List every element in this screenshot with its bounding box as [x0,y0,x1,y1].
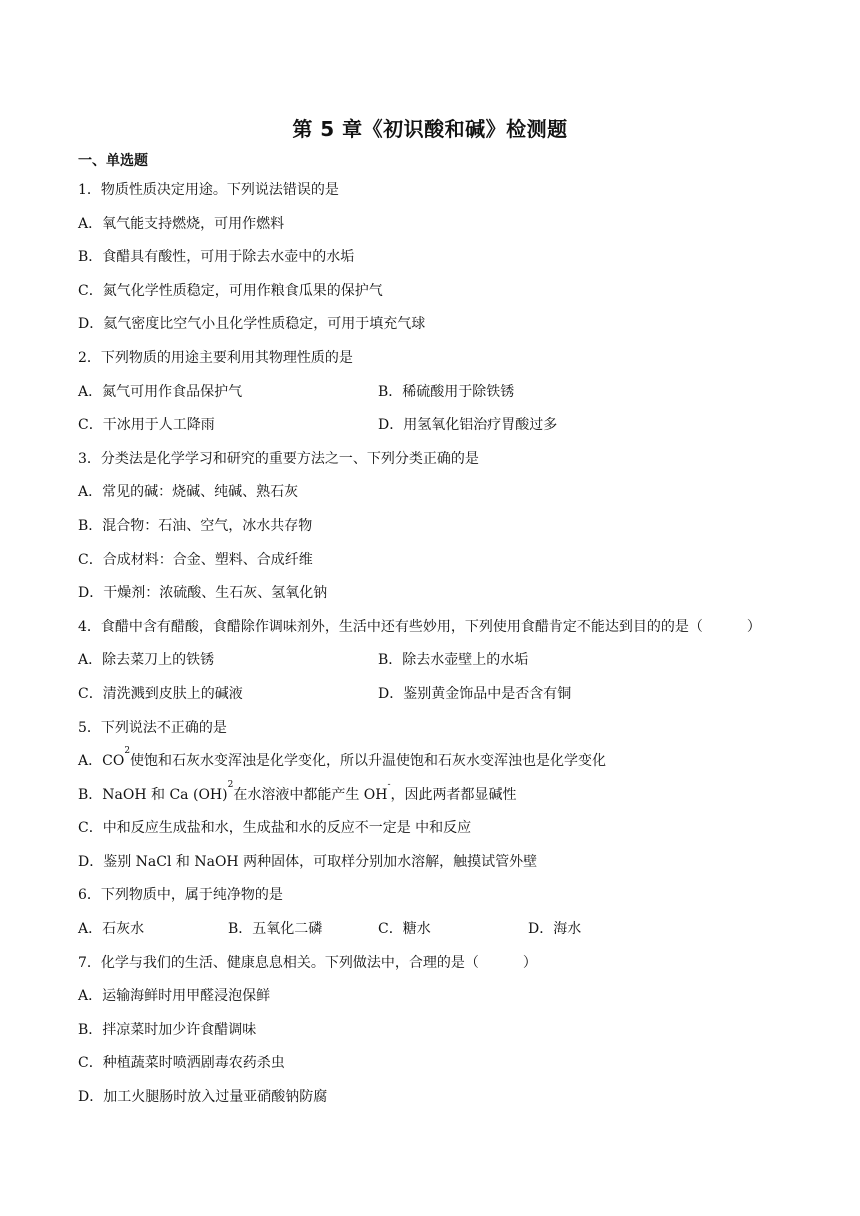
option-b: B．五氧化二磷 [228,921,323,938]
option-c: C．氮气化学性质稳定，可用作粮食瓜果的保护气 [78,282,383,299]
option-row [78,382,788,416]
option-a: A．氧气能支持燃烧，可用作燃料 [78,215,285,232]
option-b-text: ，因此两者都显碱性 [390,786,517,803]
option-d: D．用氢氧化铝治疗胃酸过多 [378,417,558,434]
question-stem [78,617,788,651]
option-b-prefix: B．NaOH 和 Ca (OH) [78,786,228,803]
option-d: D．氦气密度比空气小且化学性质稳定，可用于填充气球 [78,316,426,333]
option-c: C．清洗溅到皮肤上的碱液 [78,685,243,702]
option-b: B．除去水壶壁上的水垢 [378,652,529,669]
question-stem: 1．物质性质决定用途。下列说法错误的是 [78,182,339,198]
option-d: D．加工火腿肠时放入过量亚硝酸钠防腐 [78,1089,328,1106]
option-d: D．干燥剂：浓硫酸、生石灰、氢氧化钠 [78,585,328,602]
option-a: A．CO 2 使饱和石灰水变浑浊是化学变化，所以升温使饱和石灰水变浑浊也是化学变化 [78,746,607,770]
option-d: D．海水 [528,921,582,938]
question-stem [78,953,788,987]
option-b-middle: 在水溶液中都能产生 OH [233,786,388,803]
option-d: D．鉴别 NaCl 和 NaOH 两种固体，可取样分别加水溶解，触摸试管外壁 [78,853,538,870]
question-stem-text: 7．化学与我们的生活、健康息息相关。下列做法中，合理的是（ [78,954,479,971]
option-a: A．石灰水 [78,921,145,938]
option-a: A．运输海鲜时用甲醛浸泡保鲜 [78,988,271,1005]
option-row [78,415,788,449]
page-title: 第 5 章《初识酸和碱》检测题 [292,117,568,141]
option-c: C．合成材料：合金、塑料、合成纤维 [78,551,313,568]
option-c: C．种植蔬菜时喷洒剧毒农药杀虫 [78,1055,285,1072]
option-b: B．拌凉菜时加少许食醋调味 [78,1021,257,1038]
option-d: D．鉴别黄金饰品中是否含有铜 [378,685,572,702]
option-b: B．混合物：石油、空气，冰水共存物 [78,517,313,534]
question-stem: 5．下列说法不正确的是 [78,719,227,736]
question-stem-text: 4．食醋中含有醋酸，食醋除作调味剂外，生活中还有些妙用，下列使用食醋肯定不能达到目的的是（ [78,618,703,635]
question-stem-end: ） [522,954,537,971]
question-stem: 2．下列物质的用途主要利用其物理性质的是 [78,349,353,366]
option-a: A．氮气可用作食品保护气 [78,383,243,400]
option-b: B．NaOH 和 Ca (OH) 2 在水溶液中都能产生 OH - ，因此两者都显碱性 [78,779,517,803]
option-b: B．食醋具有酸性，可用于除去水壶中的水垢 [78,249,355,266]
option-row [78,684,788,718]
option-b: B．稀硫酸用于除铁锈 [378,383,515,400]
option-c: C．中和反应生成盐和水，生成盐和水的反应不一定是 中和反应 [78,820,472,837]
option-row [78,919,788,953]
question-stem: 3．分类法是化学学习和研究的重要方法之一、下列分类正确的是 [78,450,479,467]
question-list [78,180,788,1121]
option-a-prefix: A．CO [78,753,125,770]
option-c: C．干冰用于人工降雨 [78,417,215,434]
option-row [78,650,788,684]
option-c: C．糖水 [378,921,431,938]
option-a: A．常见的碱：烧碱、纯碱、熟石灰 [78,484,299,501]
option-a-text: 使饱和石灰水变浑浊是化学变化，所以升温使饱和石灰水变浑浊也是化学变化 [130,753,607,770]
question-stem-end: ） [746,618,761,635]
question-stem: 6．下列物质中，属于纯净物的是 [78,887,283,904]
section-heading: 一、单选题 [78,153,148,169]
option-a: A．除去菜刀上的铁锈 [78,652,215,669]
